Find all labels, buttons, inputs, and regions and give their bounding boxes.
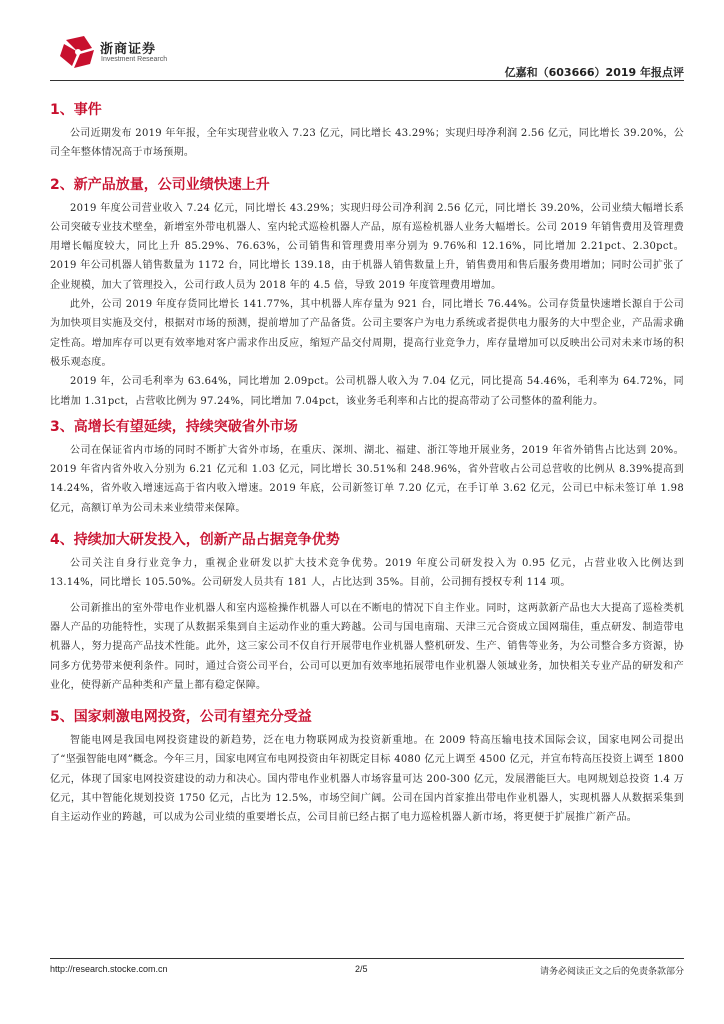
zheshang-logo-icon [58, 34, 98, 70]
paragraph: 公司在保证省内市场的同时不断扩大省外市场，在重庆、深圳、湖北、福建、浙江等地开展业务，2019 年省外销售占比达到 20%。2019 年省内省外收入分别为 6.21 亿元和 1.03 亿元，同比增长 30.51%和 248.96%，省外营收占公司总营收的比例从 8.39%提高到 14.24%，省外收入增速远高于省内收入增速。2019 年底，公司新签订单 7.20 亿元，在手订单 3.62 亿元，公司已中标未签订单 1.98 亿元，高额订单为公司未来业绩带来保障。 [50, 444, 684, 514]
section-growth [50, 417, 684, 518]
section-grid-investment [50, 707, 684, 827]
section-rnd [50, 530, 684, 695]
section-heading: 1、事件 [50, 102, 102, 118]
paragraph: 公司近期发布 2019 年年报，全年实现营业收入 7.23 亿元，同比增长 43.29%；实现归母净利润 2.56 亿元，同比增长 39.20%，公司全年整体情况高于市场预期。 [50, 128, 684, 159]
footer-url-link[interactable]: http://research.stocke.com.cn [50, 964, 168, 974]
page-header [50, 30, 684, 82]
section-heading: 4、持续加大研发投入，创新产品占据竞争优势 [50, 532, 340, 549]
report-body [50, 100, 684, 828]
paragraph: 智能电网是我国电网投资建设的新趋势，泛在电力物联网成为投资新重地。在 2009 特高压输电技术国际会议，国家电网公司提出了“坚强智能电网”概念。今年三月，国家电网宣布电网投资由年初既定目标 4080 亿元上调至 4500 亿元，并宣布特高压投资上调至 1800 亿元，体现了国家电网投资建设的动力和决心。国内带电作业机器人市场容量可达 200-300 亿元，发展潜能巨大。电网规划总投资 1.4 万亿元，其中智能化规划投资 1750 亿元，占比为 12.5%，市场空间广阔。公司在国内首家推出带电作业机器人，实现机器人从数据采集到自主运动作业的跨越，可以成为公司业绩的重要增长点，公司目前已经占据了电力巡检机器人新市场，将更便于扩展推广新产品。 [50, 735, 684, 824]
section-heading: 5、国家刺激电网投资，公司有望充分受益 [50, 709, 312, 726]
paragraph: 公司新推出的室外带电作业机器人和室内巡检操作机器人可以在不断电的情况下自主作业。同时，这两款新产品也大大提高了巡检类机器人产品的功能特性，实现了从数据采集到自主运动作业的重大跨越。公司与国电南瑞、天津三元合资成立国网瑞佳，重点研发、制造带电机器人，努力提高产品技术性能。此外，这三家公司不仅自行开展带电作业机器人整机研发、生产、销售等业务，为公司整合多方资源，协同多方优势带来便利条件。同时，通过合资公司平台，公司可以更加有效率地拓展带电作业机器人领域业务，加快相关专业产品的研发和产业化，使得新产品种类和产量上都有稳定保障。 [50, 602, 684, 691]
paragraph: 此外，公司 2019 年度存货同比增长 141.77%，其中机器人库存量为 921 台，同比增长 76.44%。公司存货量快速增长源自于公司为加快项目实施及交付，根据对市场的预测，提前增加了产品备货。公司主要客户为电力系统或者提供电力服务的大中型企业，产品需求确定性高。增加库存可以更有效率地对客户需求作出反应，缩短产品交付周期，提高行业竞争力，库存量增加可以反映出公司对未来市场的积极乐观态度。 [50, 299, 684, 368]
section-heading: 2、新产品放量，公司业绩快速上升 [50, 176, 270, 193]
brand-name: 浙商证券 [100, 42, 157, 57]
paragraph: 2019 年度公司营业收入 7.24 亿元，同比增长 43.29%；实现归母公司净利润 2.56 亿元，同比增长 39.20%，公司业绩大幅增长系公司突破专业技术壁垒，新增室外带电机器人、室内轮式巡检机器人产品，原有巡检机器人业务大幅增长。公司 2019 年销售费用及管理费用增长幅度较大，同比上升 85.29%、76.63%，公司销售和管理费用率分别为 9.76%和 12.16%，同比增加 2.21pct、2.30pct。2019 年公司机器人销售数量为 1172 台，同比增长 139.18，由于机器人销售数量上升，销售费用和售后服务费用增加；同时公司扩张了企业规模，加大了管理投入，公司行政人员为 2018 年的 4.5 倍，导致 2019 年度管理费用增加。 [50, 202, 684, 291]
paragraph: 2019 年，公司毛利率为 63.64%，同比增加 2.09pct。公司机器人收入为 7.04 亿元，同比提高 54.46%，毛利率为 64.72%，同比增加 1.31pct，占营收比例为 97.24%，同比增加 7.04pct，该业务毛利率和占比的提高带动了公司整体的盈利能力。 [50, 376, 684, 407]
footer-disclaimer: 请务必阅读正文之后的免责条款部分 [539, 967, 684, 977]
paragraph: 公司关注自身行业竞争力，重视企业研发以扩大技术竞争优势。2019 年度公司研发投入为 0.95 亿元，占营业收入比例达到 13.14%，同比增长 105.50%。公司研发人员共有 181 人，占比达到 35%。目前，公司拥有授权专利 114 项。 [50, 558, 684, 589]
header-divider [50, 80, 684, 81]
section-heading: 3、高增长有望延续，持续突破省外市场 [50, 418, 298, 435]
report-title: 亿嘉和（603666）2019 年报点评 [504, 66, 684, 79]
page-number: 2/5 [355, 964, 368, 974]
section-event [50, 100, 684, 163]
section-new-products [50, 175, 684, 411]
brand-subtitle: Investment Research [101, 56, 168, 63]
footer-divider [50, 958, 684, 959]
